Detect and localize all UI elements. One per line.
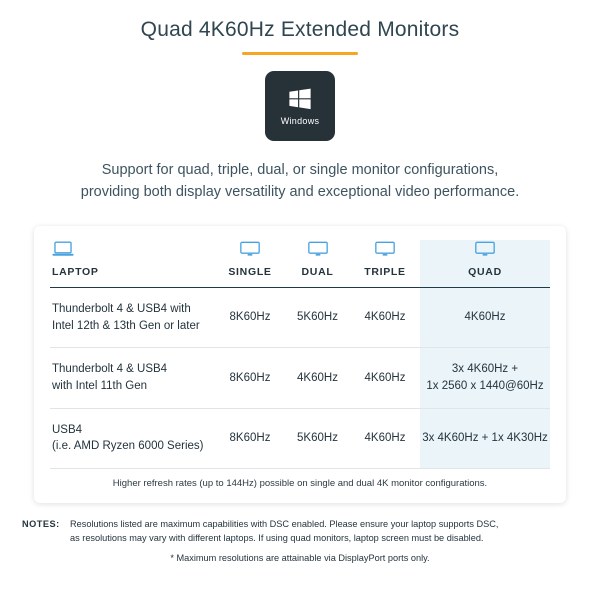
column-header-quad: QUAD bbox=[420, 266, 550, 288]
page-title: Quad 4K60Hz Extended Monitors bbox=[140, 18, 460, 41]
row-quad-line-1: 3x 4K60Hz + bbox=[451, 363, 519, 376]
subtitle-line-1: Support for quad, triple, dual, or single monitor configurations, bbox=[101, 162, 499, 178]
row-laptop-label bbox=[50, 287, 215, 347]
column-header-triple: TRIPLE bbox=[350, 266, 420, 288]
row-quad-line-1: 3x 4K60Hz + 1x 4K30Hz bbox=[422, 431, 548, 444]
row-laptop-label bbox=[50, 348, 215, 408]
row-quad-value bbox=[420, 287, 550, 347]
laptop-icon-cell bbox=[50, 240, 215, 266]
table-body bbox=[50, 287, 550, 492]
compatibility-table bbox=[50, 240, 550, 493]
dual-icon-cell bbox=[285, 240, 350, 266]
table-footnote: Higher refresh rates (up to 144Hz) possible on single and dual 4K monitor configurations. bbox=[112, 477, 488, 489]
notes-text bbox=[70, 517, 578, 546]
subtitle bbox=[40, 159, 560, 204]
column-header-single: SINGLE bbox=[215, 266, 285, 288]
table-footnote-row bbox=[50, 468, 550, 492]
single-icon-cell bbox=[215, 240, 285, 266]
table-icon-row bbox=[50, 240, 550, 266]
row-laptop-line-1: Thunderbolt 4 & USB4 bbox=[52, 363, 168, 376]
row-laptop-line-2: (i.e. AMD Ryzen 6000 Series) bbox=[52, 440, 204, 453]
table-label-row bbox=[50, 266, 550, 288]
title-underline-divider bbox=[242, 52, 358, 55]
notes-block bbox=[22, 517, 578, 546]
row-quad-line-1: 4K60Hz bbox=[464, 311, 506, 324]
notes-line-1: Resolutions listed are maximum capabilities with DSC enabled. Please ensure your laptop supports DSC, bbox=[70, 518, 499, 529]
monitor-icon bbox=[475, 241, 495, 262]
notes-line-2: as resolutions may vary with different laptops. If using quad monitors, laptop screen must be disabled. bbox=[70, 533, 484, 544]
row-quad-value bbox=[420, 408, 550, 468]
windows-icon bbox=[287, 86, 313, 112]
monitor-icon bbox=[240, 241, 260, 262]
row-triple-value: 4K60Hz bbox=[350, 348, 420, 408]
monitor-icon bbox=[375, 241, 395, 262]
monitor-icon bbox=[308, 241, 328, 262]
os-badge-container bbox=[0, 71, 600, 141]
row-laptop-label bbox=[50, 408, 215, 468]
row-dual-value: 5K60Hz bbox=[285, 408, 350, 468]
row-single-value: 8K60Hz bbox=[215, 408, 285, 468]
compatibility-table-card bbox=[34, 226, 566, 503]
triple-icon-cell bbox=[350, 240, 420, 266]
notes-asterisk-line: * Maximum resolutions are attainable via DisplayPort ports only. bbox=[170, 553, 430, 564]
row-laptop-line-2: Intel 12th & 13th Gen or later bbox=[52, 319, 200, 332]
os-badge-label: Windows bbox=[280, 116, 320, 126]
row-dual-value: 4K60Hz bbox=[285, 348, 350, 408]
table-row bbox=[50, 287, 550, 347]
row-dual-value: 5K60Hz bbox=[285, 287, 350, 347]
column-header-dual: DUAL bbox=[285, 266, 350, 288]
row-laptop-line-1: Thunderbolt 4 & USB4 with bbox=[52, 302, 191, 315]
row-quad-value bbox=[420, 348, 550, 408]
quad-icon-cell bbox=[420, 240, 550, 266]
row-quad-line-2: 1x 2560 x 1440@60Hz bbox=[426, 379, 544, 392]
windows-badge bbox=[265, 71, 335, 141]
row-laptop-line-2: with Intel 11th Gen bbox=[52, 379, 148, 392]
row-single-value: 8K60Hz bbox=[215, 348, 285, 408]
column-header-laptop: LAPTOP bbox=[50, 266, 215, 288]
row-triple-value: 4K60Hz bbox=[350, 408, 420, 468]
table-row bbox=[50, 408, 550, 468]
row-laptop-line-1: USB4 bbox=[52, 423, 83, 436]
subtitle-line-2: providing both display versatility and exceptional video performance. bbox=[80, 184, 520, 201]
row-single-value: 8K60Hz bbox=[215, 287, 285, 347]
notes-label: NOTES: bbox=[22, 518, 60, 529]
row-triple-value: 4K60Hz bbox=[350, 287, 420, 347]
laptop-icon bbox=[52, 241, 74, 262]
table-row bbox=[50, 348, 550, 408]
table-header bbox=[50, 240, 550, 288]
